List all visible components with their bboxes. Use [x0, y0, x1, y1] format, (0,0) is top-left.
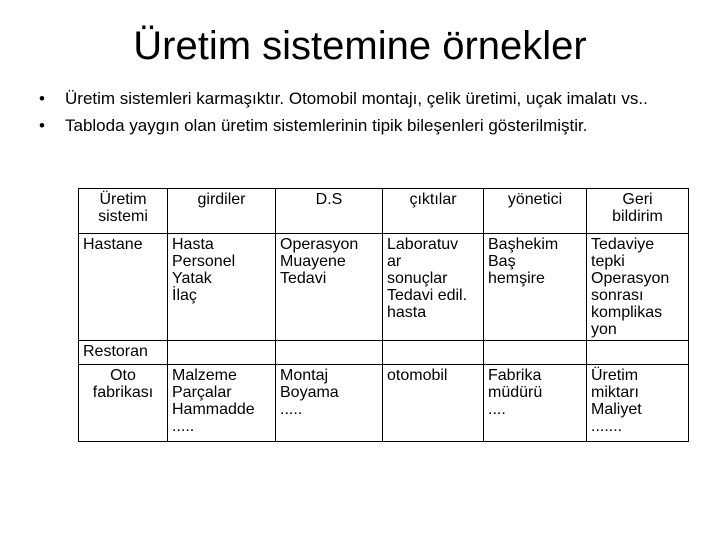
cell-ciktilar: otomobil	[383, 365, 484, 442]
cell-girdiler	[168, 341, 276, 365]
cell-yonetici: Başhekim Baş hemşire	[484, 234, 587, 341]
cell-system: Hastane	[79, 234, 168, 341]
bullet-text: Üretim sistemleri karmaşıktır. Otomobil montajı, çelik üretimi, uçak imalatı vs..	[65, 89, 648, 108]
cell-geri-bildirim: Üretim miktarı Maliyet .......	[587, 365, 689, 442]
cell-ciktilar	[383, 341, 484, 365]
bullet-item	[35, 115, 695, 136]
header-ds: D.S	[276, 189, 383, 234]
cell-geri-bildirim	[587, 341, 689, 365]
cell-geri-bildirim: Tedaviye tepki Operasyon sonrası komplikas yon	[587, 234, 689, 341]
cell-ds: Montaj Boyama .....	[276, 365, 383, 442]
cell-girdiler: Hasta Personel Yatak İlaç	[168, 234, 276, 341]
cell-ds: Operasyon Muayene Tedavi	[276, 234, 383, 341]
header-geri-bildirim: Geri bildirim	[587, 189, 689, 234]
table-row	[79, 234, 689, 341]
cell-girdiler: Malzeme Parçalar Hammadde .....	[168, 365, 276, 442]
bullet-dot-icon: •	[39, 89, 45, 108]
slide-title: Üretim sistemine örnekler	[133, 24, 587, 68]
cell-system: Restoran	[79, 341, 168, 365]
bullet-list	[35, 88, 695, 142]
header-ciktilar: çıktılar	[383, 189, 484, 234]
cell-system: Oto fabrikası	[79, 365, 168, 442]
table-row	[79, 341, 689, 365]
cell-yonetici: Fabrika müdürü ....	[484, 365, 587, 442]
production-systems-table	[78, 188, 689, 442]
table-header-row	[79, 189, 689, 234]
table-row	[79, 365, 689, 442]
header-yonetici: yönetici	[484, 189, 587, 234]
cell-yonetici	[484, 341, 587, 365]
header-uretim-sistemi: Üretim sistemi	[79, 189, 168, 234]
bullet-dot-icon: •	[39, 116, 45, 135]
bullet-text: Tabloda yaygın olan üretim sistemlerinin tipik bileşenleri gösterilmiştir.	[65, 116, 588, 135]
cell-ds	[276, 341, 383, 365]
bullet-item	[35, 88, 695, 109]
header-girdiler: girdiler	[168, 189, 276, 234]
cell-ciktilar: Laboratuv ar sonuçlar Tedavi edil. hasta	[383, 234, 484, 341]
